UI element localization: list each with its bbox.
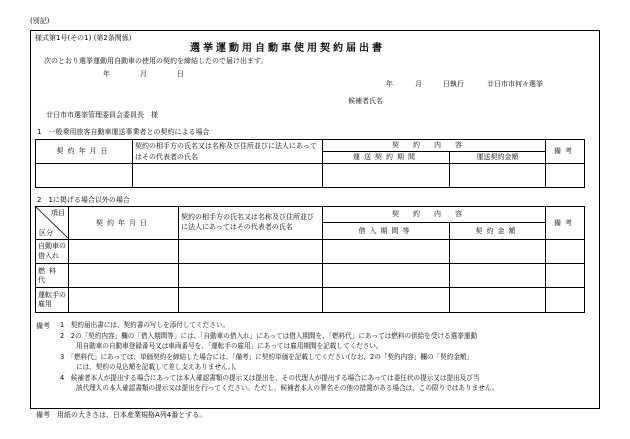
note-4-cont: 該代理人の本人確認書類の提示又は提出を行ってください。ただし、候補者本人の署名その他の措置がある場合は、この限りではありません。 (76, 384, 499, 392)
s2-row-label-fuel: 燃料代 (36, 264, 69, 288)
election-date-execution: 日執行 (443, 80, 464, 88)
corner-item-label: 項目 (51, 209, 65, 217)
s2-row-label-driver: 運転手の雇用 (36, 288, 69, 313)
section2-table (35, 206, 585, 313)
date-year: 年 (103, 70, 110, 78)
s2-header-contract-date: 契約年月日 (69, 207, 179, 240)
s2-row-label-vehicle: 自動車の借入れ (36, 240, 69, 264)
s1-cell-contract-date[interactable] (36, 164, 133, 188)
date-month: 月 (140, 70, 147, 78)
form-title: 選挙運動用自動車使用契約届出書 (190, 43, 385, 54)
s1-header-remarks: 備考 (546, 140, 585, 164)
candidate-name-label: 候補者氏名 (348, 97, 383, 105)
s2-driver-remarks[interactable] (546, 288, 585, 313)
s2-fuel-amount[interactable] (450, 264, 546, 288)
s2-vehicle-period[interactable] (323, 240, 450, 264)
s2-driver-period[interactable] (323, 288, 450, 313)
s2-vehicle-contract-date[interactable] (69, 240, 179, 264)
addressee: 廿日市市選挙管理委員会委員長 様 (46, 111, 158, 119)
s2-header-amount: 契約金額 (450, 223, 546, 240)
s2-fuel-party[interactable] (179, 264, 323, 288)
s1-cell-party[interactable] (133, 164, 323, 188)
s1-header-contents: 契約内容 (323, 140, 546, 152)
s2-row-driver (36, 288, 585, 313)
section1-table (35, 139, 585, 188)
s1-header-amount: 運送契約金額 (450, 152, 546, 164)
s2-row-fuel (36, 264, 585, 288)
s1-header-party: 契約の相手方の氏名又は名称及び住所並びに法人にあってはその代表者の氏名 (133, 140, 323, 164)
section1-heading: 1 一般乗用旅客自動車運送事業者との契約による場合 (37, 128, 210, 136)
s2-driver-amount[interactable] (450, 288, 546, 313)
note-3-cont: には、契約の見込額を記載して差し支えありません。)。 (76, 363, 241, 371)
s2-driver-party[interactable] (179, 288, 323, 313)
section2-heading: 2 1に掲げる場合以外の場合 (37, 196, 130, 204)
note-2-cont: 用自動車の自動車登録番号又は車両番号を、「運転手の雇用」にあっては雇用期間を記載してください。 (76, 342, 383, 350)
s1-cell-amount[interactable] (450, 164, 546, 188)
s2-corner-cell (36, 207, 69, 240)
s1-header-contract-date: 契約年月日 (36, 140, 133, 164)
note-3: 3 「燃料代」にあっては、単価契約を締結した場合には、「備考」に契約単価を記載してください(なお、2の「契約内容」欄の「契約金額」 (60, 353, 474, 361)
s2-fuel-period[interactable] (323, 264, 450, 288)
s1-cell-period[interactable] (323, 164, 450, 188)
s2-vehicle-remarks[interactable] (546, 240, 585, 264)
s1-header-period: 運送契約期間 (323, 152, 450, 164)
s2-header-party: 契約の相手方の氏名又は名称及び住所並びに法人にあってはその代表者の氏名 (179, 207, 323, 240)
s2-vehicle-amount[interactable] (450, 240, 546, 264)
paper-size-footer: 備考 用紙の大きさは、日本産業規格A列4番とする。 (36, 411, 207, 419)
s2-row-vehicle (36, 240, 585, 264)
s2-header-contents: 契約内容 (323, 207, 546, 223)
note-4: 4 候補者本人が提出する場合にあっては本人確認書類の提示又は提出を、その代理人が提出する場合にあっては委任状の提示又は提出及び当 (60, 374, 480, 382)
appendix-label: (別記) (30, 17, 50, 25)
note-1: 1 契約届出書には、契約書の写しを添付してください。 (60, 321, 230, 329)
corner-category-label: 区分 (39, 228, 53, 237)
s1-entry-row (36, 164, 585, 188)
form-number: 様式第1号(その1) (第2条関係) (35, 34, 132, 42)
s2-header-period: 借入期間等 (323, 223, 450, 240)
election-year: 年 (386, 80, 393, 88)
s2-vehicle-party[interactable] (179, 240, 323, 264)
election-name: 廿日市市何々選挙 (487, 80, 543, 88)
election-month: 月 (415, 80, 422, 88)
s2-header-remarks: 備考 (546, 207, 585, 240)
notes-label: 備考 (36, 322, 50, 330)
note-2: 2 2の「契約内容」欄の「借入期間等」には、「自動車の借入れ」にあっては借入期間を、「燃料代」にあっては燃料の供給を受ける選挙運動 (60, 332, 478, 340)
s2-fuel-remarks[interactable] (546, 264, 585, 288)
date-day: 日 (177, 70, 184, 78)
intro-text: 次のとおり選挙運動用自動車の使用の契約を締結したので届け出ます。 (44, 57, 268, 65)
s1-cell-remarks[interactable] (546, 164, 585, 188)
s2-driver-contract-date[interactable] (69, 288, 179, 313)
s2-fuel-contract-date[interactable] (69, 264, 179, 288)
